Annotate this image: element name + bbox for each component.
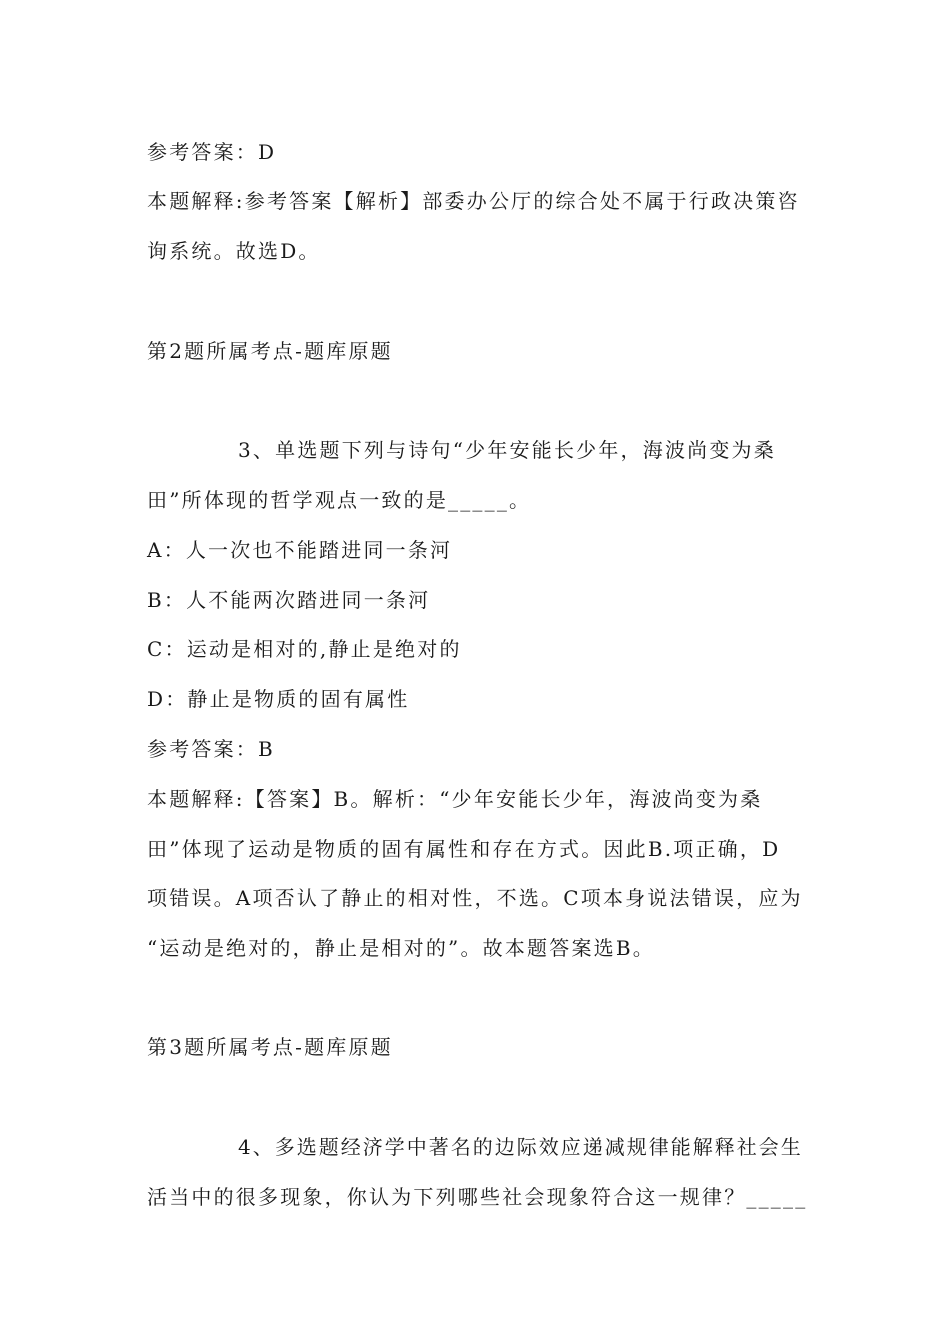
q3-explanation-line-2: 田”体现了运动是物质的固有属性和存在方式。因此B.项正确，D bbox=[147, 837, 781, 861]
q3-explanation-line-4: “运动是绝对的，静止是相对的”。故本题答案选B。 bbox=[147, 936, 655, 960]
q3-option-a: A：人一次也不能踏进同一条河 bbox=[147, 538, 453, 562]
q3-answer: 参考答案：B bbox=[147, 737, 275, 761]
q2-explanation-line-2: 询系统。故选D。 bbox=[147, 239, 321, 263]
q2-answer: 参考答案：D bbox=[147, 140, 277, 164]
q2-section-label: 第2题所属考点-题库原题 bbox=[147, 339, 393, 363]
q3-stem-line-2: 田”所体现的哲学观点一致的是_____。 bbox=[147, 488, 532, 512]
q3-option-c: C：运动是相对的,静止是绝对的 bbox=[147, 637, 462, 661]
q2-explanation-line-1: 本题解释:参考答案【解析】部委办公厅的综合处不属于行政决策咨 bbox=[147, 189, 800, 213]
q4-stem-line-1: 4、多选题经济学中著名的边际效应递减规律能解释社会生 bbox=[238, 1135, 803, 1159]
q4-stem-line-2: 活当中的很多现象，你认为下列哪些社会现象符合这一规律？_____ bbox=[147, 1185, 808, 1209]
q3-explanation-line-1: 本题解释:【答案】B。解析：“少年安能长少年，海波尚变为桑 bbox=[147, 787, 763, 811]
q3-option-b: B：人不能两次踏进同一条河 bbox=[147, 588, 431, 612]
q3-explanation-line-3: 项错误。A项否认了静止的相对性，不选。C项本身说法错误，应为 bbox=[147, 886, 803, 910]
q3-stem-line-1: 3、单选题下列与诗句“少年安能长少年，海波尚变为桑 bbox=[238, 438, 776, 462]
q3-option-d: D：静止是物质的固有属性 bbox=[147, 687, 410, 711]
q3-section-label: 第3题所属考点-题库原题 bbox=[147, 1035, 393, 1059]
